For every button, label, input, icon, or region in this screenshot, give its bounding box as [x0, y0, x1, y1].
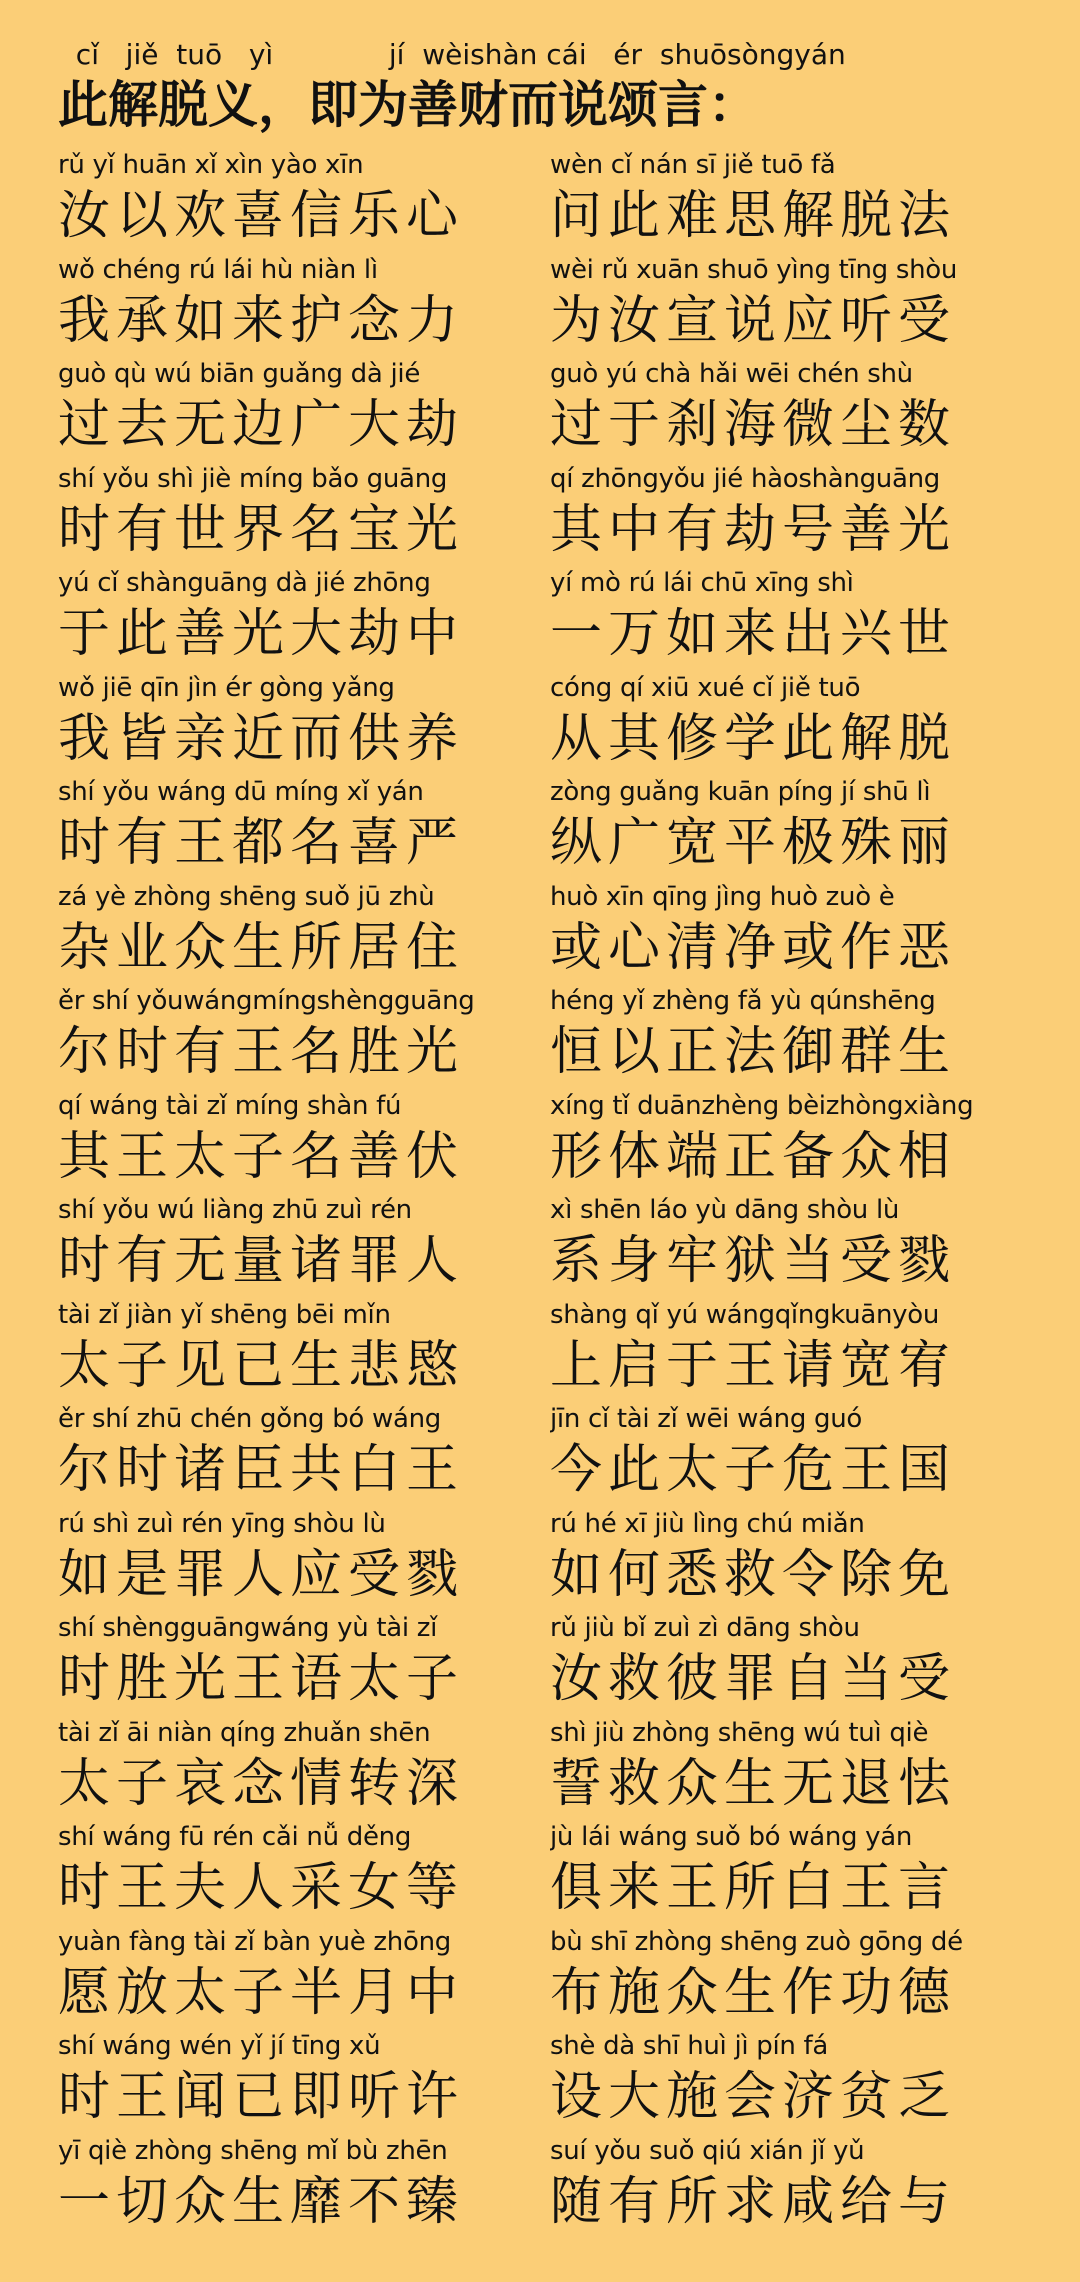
verse-line-right	[550, 253, 1042, 358]
verse-line-right	[550, 2134, 1042, 2239]
hanzi-line: 上启于王请宽宥	[550, 1335, 957, 1396]
verse-row	[58, 775, 1042, 880]
verse-line-right	[550, 1193, 1042, 1298]
hanzi-line: 时有世界名宝光	[58, 499, 465, 560]
pinyin-line: ěr shí yǒuwángmíngshèngguāng	[58, 986, 475, 1016]
verse-line-right	[550, 775, 1042, 880]
pinyin-line: qí zhōngyǒu jié hàoshànguāng	[550, 463, 941, 494]
verse-line-left	[58, 1716, 550, 1821]
verse-line-left	[58, 1402, 550, 1507]
verse-line-left	[58, 2134, 550, 2239]
verse-row	[58, 984, 1042, 1089]
pinyin-line: guò qù wú biān guǎng dà jié	[58, 359, 421, 389]
hanzi-line: 俱来王所白王言	[550, 1858, 957, 1918]
hanzi-line: 恒以正法御群生	[550, 1022, 957, 1082]
verse-row	[58, 1925, 1042, 2030]
verse-row	[58, 1298, 1042, 1403]
hanzi-line: 过去无边广大劫	[58, 395, 465, 455]
pinyin-line: bù shī zhòng shēng zuò gōng dé	[550, 1926, 963, 1957]
hanzi-line: 随有所求咸给与	[550, 2171, 957, 2232]
hanzi-line: 如是罪人应受戮	[58, 1544, 465, 1605]
verse-line-right	[550, 1402, 1042, 1507]
verse-line-right	[550, 2029, 1042, 2134]
pinyin-line: shì jiù zhòng shēng wú tuì qiè	[550, 1717, 929, 1748]
pinyin-line: shàng qǐ yú wángqǐngkuānyòu	[550, 1299, 940, 1330]
pinyin-line: rǔ yǐ huān xǐ xìn yào xīn	[58, 150, 364, 180]
hanzi-line: 其中有劫号善光	[550, 499, 957, 560]
pinyin-line: rú shì zuì rén yīng shòu lù	[58, 1508, 386, 1539]
verse-list	[58, 148, 1042, 2238]
verse-line-left	[58, 1611, 550, 1716]
pinyin-line: yí mò rú lái chū xīng shì	[550, 568, 854, 598]
verse-line-left	[58, 462, 550, 567]
verse-line-left	[58, 1925, 550, 2030]
verse-line-left	[58, 1193, 550, 1298]
verse-line-left	[58, 1089, 550, 1194]
pinyin-line: shí wáng wén yǐ jí tīng xǔ	[58, 2031, 381, 2061]
hanzi-line: 问此难思解脱法	[550, 186, 957, 246]
hanzi-line: 愿放太子半月中	[58, 1962, 465, 2023]
hanzi-line: 为汝宣说应听受	[550, 290, 957, 351]
pinyin-line: tài zǐ āi niàn qíng zhuǎn shēn	[58, 1717, 431, 1748]
verse-row	[58, 1402, 1042, 1507]
verse-intro	[58, 38, 1042, 138]
verse-row	[58, 1611, 1042, 1716]
verse-row	[58, 462, 1042, 567]
verse-line-right	[550, 462, 1042, 567]
hanzi-line: 一切众生靡不臻	[58, 2171, 465, 2232]
pinyin-line: yú cǐ shànguāng dà jié zhōng	[58, 568, 431, 598]
verse-line-right	[550, 1716, 1042, 1821]
pinyin-line: héng yǐ zhèng fǎ yù qúnshēng	[550, 986, 936, 1016]
hanzi-line: 时王闻已即听许	[58, 2067, 465, 2127]
pinyin-line: qí wáng tài zǐ míng shàn fú	[58, 1090, 402, 1121]
pinyin-line: yī qiè zhòng shēng mǐ bù zhēn	[58, 2135, 448, 2166]
verse-row	[58, 1820, 1042, 1925]
pinyin-line: huò xīn qīng jìng huò zuò è	[550, 881, 895, 912]
pinyin-line: rú hé xī jiù lìng chú miǎn	[550, 1508, 865, 1539]
hanzi-line: 誓救众生无退怯	[550, 1753, 957, 1814]
pinyin-line: shí yǒu wú liàng zhū zuì rén	[58, 1195, 412, 1225]
verse-line-right	[550, 1820, 1042, 1925]
verse-line-right	[550, 357, 1042, 462]
hanzi-line: 如何悉救令除免	[550, 1544, 957, 1605]
verse-row	[58, 357, 1042, 462]
hanzi-line: 时有无量诸罪人	[58, 1231, 465, 1291]
hanzi-line: 时胜光王语太子	[58, 1649, 465, 1709]
verse-line-left	[58, 148, 550, 253]
pinyin-line: xíng tǐ duānzhèng bèizhòngxiàng	[550, 1090, 974, 1121]
hanzi-line: 从其修学此解脱	[550, 708, 957, 769]
verse-line-right	[550, 1089, 1042, 1194]
verse-line-left	[58, 671, 550, 776]
pinyin-line: wèn cǐ nán sī jiě tuō fǎ	[550, 150, 836, 180]
hanzi-line: 纵广宽平极殊丽	[550, 813, 957, 873]
pinyin-line: wǒ jiē qīn jìn ér gòng yǎng	[58, 672, 395, 703]
hanzi-line: 尔时有王名胜光	[58, 1022, 465, 1082]
hanzi-line: 太子见已生悲愍	[58, 1335, 465, 1396]
pinyin-line: shí shèngguāngwáng yù tài zǐ	[58, 1613, 438, 1643]
hanzi-line: 过于刹海微尘数	[550, 395, 957, 455]
pinyin-line: jīn cǐ tài zǐ wēi wáng guó	[550, 1404, 863, 1434]
hanzi-line: 其王太子名善伏	[58, 1126, 465, 1187]
hanzi-line: 或心清净或作恶	[550, 917, 957, 978]
verse-line-left	[58, 357, 550, 462]
hanzi-line: 系身牢狱当受戮	[550, 1231, 957, 1291]
verse-row	[58, 1193, 1042, 1298]
pinyin-line: ěr shí zhū chén gǒng bó wáng	[58, 1404, 441, 1434]
verse-line-right	[550, 880, 1042, 985]
hanzi-line: 今此太子危王国	[550, 1440, 957, 1500]
pinyin-line: guò yú chà hǎi wēi chén shù	[550, 359, 913, 389]
hanzi-line: 时王夫人采女等	[58, 1858, 465, 1918]
pinyin-line: cóng qí xiū xué cǐ jiě tuō	[550, 672, 861, 703]
verse-intro-text: 此解脱义，即为善财而说颂言：	[58, 76, 758, 134]
hanzi-line: 汝救彼罪自当受	[550, 1649, 957, 1709]
hanzi-line: 布施众生作功德	[550, 1962, 957, 2023]
hanzi-line: 杂业众生所居住	[58, 917, 465, 978]
verse-line-left	[58, 253, 550, 358]
verse-line-left	[58, 1298, 550, 1403]
pinyin-line: suí yǒu suǒ qiú xián jǐ yǔ	[550, 2135, 865, 2166]
verse-row	[58, 1507, 1042, 1612]
pinyin-line: wǒ chéng rú lái hù niàn lì	[58, 254, 378, 285]
pinyin-line: shí yǒu shì jiè míng bǎo guāng	[58, 463, 448, 494]
verse-line-left	[58, 2029, 550, 2134]
verse-row	[58, 1089, 1042, 1194]
verse-line-right	[550, 984, 1042, 1089]
hanzi-line: 汝以欢喜信乐心	[58, 186, 465, 246]
pinyin-line: yuàn fàng tài zǐ bàn yuè zhōng	[58, 1926, 451, 1957]
hanzi-line: 一万如来出兴世	[550, 604, 957, 664]
pinyin-line: rǔ jiù bǐ zuì zì dāng shòu	[550, 1613, 860, 1643]
verse-line-right	[550, 1298, 1042, 1403]
pinyin-line: wèi rǔ xuān shuō yìng tīng shòu	[550, 254, 958, 285]
verse-line-left	[58, 775, 550, 880]
verse-line-right	[550, 566, 1042, 671]
verse-row	[58, 253, 1042, 358]
verse-line-right	[550, 148, 1042, 253]
verse-row	[58, 2029, 1042, 2134]
pinyin-line: zòng guǎng kuān píng jí shū lì	[550, 777, 931, 807]
verse-line-left	[58, 566, 550, 671]
verse-line-right	[550, 671, 1042, 776]
verse-line-left	[58, 1507, 550, 1612]
verse-row	[58, 148, 1042, 253]
hanzi-line: 我皆亲近而供养	[58, 708, 465, 769]
verse-row	[58, 1716, 1042, 1821]
pinyin-line: tài zǐ jiàn yǐ shēng bēi mǐn	[58, 1299, 391, 1330]
verse-line-left	[58, 880, 550, 985]
verse-line-right	[550, 1925, 1042, 2030]
verse-row	[58, 566, 1042, 671]
hanzi-line: 设大施会济贫乏	[550, 2067, 957, 2127]
hanzi-line: 时有王都名喜严	[58, 813, 465, 873]
pinyin-line: shè dà shī huì jì pín fá	[550, 2031, 829, 2061]
pinyin-line: jù lái wáng suǒ bó wáng yán	[550, 1822, 913, 1852]
pinyin-line: shí wáng fū rén cǎi nǚ děng	[58, 1822, 412, 1852]
verse-line-right	[550, 1507, 1042, 1612]
hanzi-line: 尔时诸臣共白王	[58, 1440, 465, 1500]
pinyin-line: xì shēn láo yù dāng shòu lù	[550, 1195, 900, 1225]
hanzi-line: 于此善光大劫中	[58, 604, 465, 664]
verse-line-left	[58, 984, 550, 1089]
pinyin-line: zá yè zhòng shēng suǒ jū zhù	[58, 881, 435, 912]
verse-intro-pinyin: cǐ jiě tuō yì jí wèishàn cái ér shuōsòngyán	[58, 38, 846, 71]
verse-line-left	[58, 1820, 550, 1925]
verse-row	[58, 880, 1042, 985]
verse-row	[58, 671, 1042, 776]
verse-line-right	[550, 1611, 1042, 1716]
hanzi-line: 太子哀念情转深	[58, 1753, 465, 1814]
pinyin-line: shí yǒu wáng dū míng xǐ yán	[58, 777, 424, 807]
hanzi-line: 形体端正备众相	[550, 1126, 957, 1187]
verse-row	[58, 2134, 1042, 2239]
hanzi-line: 我承如来护念力	[58, 290, 465, 351]
